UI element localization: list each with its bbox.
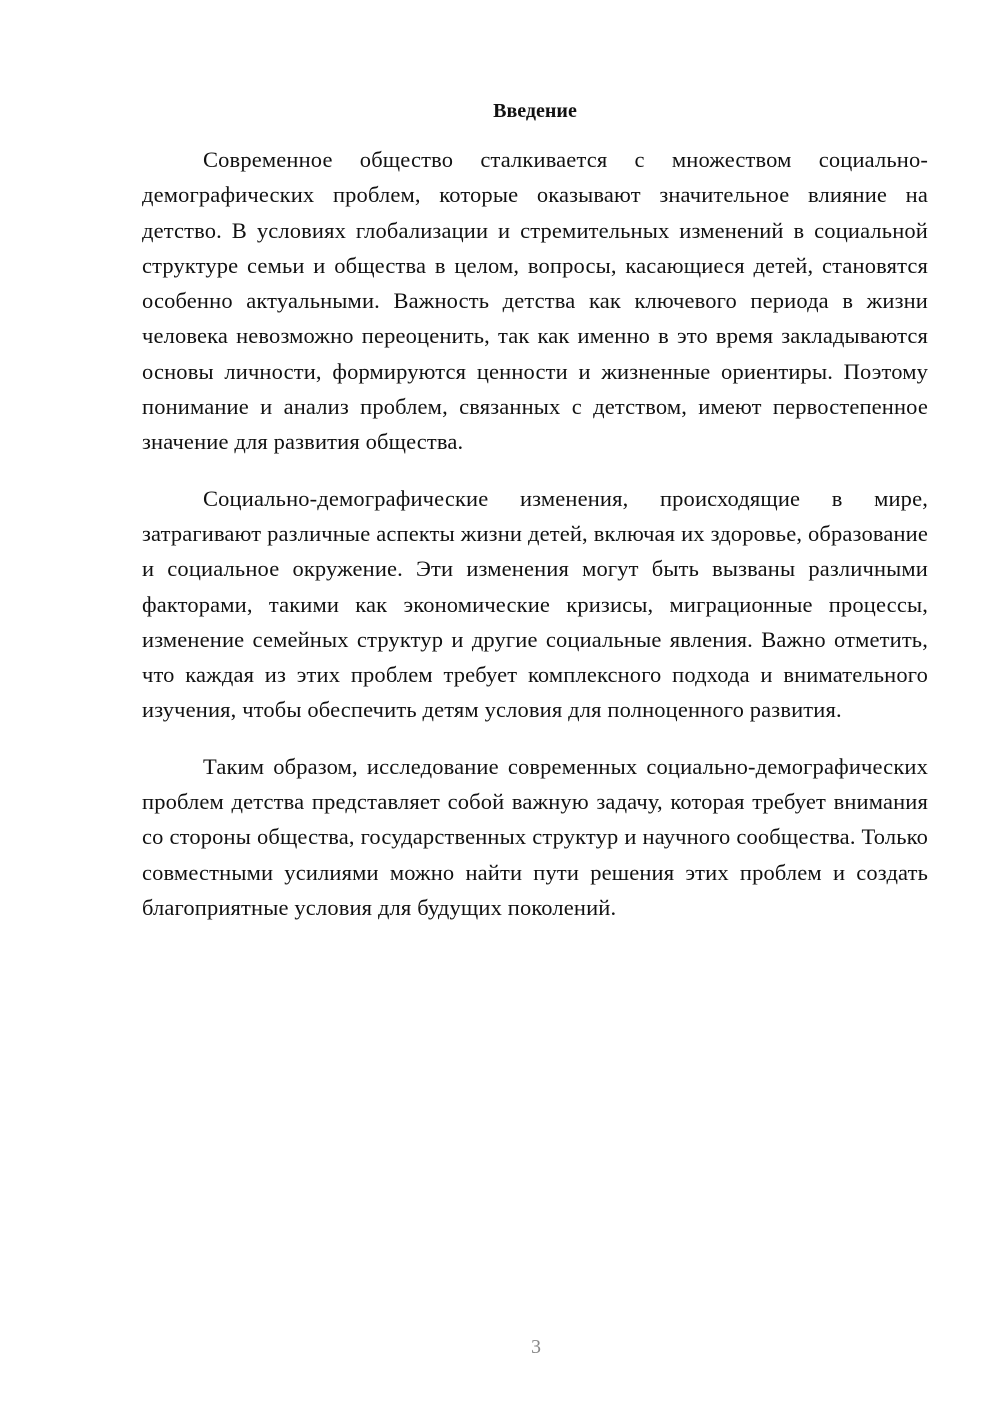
paragraph-2: Социально-демографические изменения, происходящие в мире, затрагивают различные аспекты жизни детей, включая их здоровье, образование и социальное окружение. Эти изменения могут быть вызваны различными факторами, такими как экономические кризисы, миграционные процессы, изменение семейных структур и другие социальные явления. Важно отметить, что каждая из этих проблем требует комплексного подхода и внимательного изучения, чтобы обеспечить детям условия для полноценного развития. (142, 485, 928, 723)
page-number: 3 (531, 1336, 541, 1358)
section-heading: Введение (493, 100, 577, 122)
body-text (142, 142, 928, 925)
paragraph-3: Таким образом, исследование современных социально-демографических проблем детства представляет собой важную задачу, которая требует внимания со стороны общества, государственных структур и научного сообщества. Только совместными усилиями можно найти пути решения этих проблем и создать благоприятные условия для будущих поколений. (142, 753, 928, 920)
paragraph-1: Современное общество сталкивается с множеством социально-демографических проблем, которые оказывают значительное влияние на детство. В условиях глобализации и стремительных изменений в социальной структуре семьи и общества в целом, вопросы, касающиеся детей, становятся особенно актуальными. Важность детства как ключевого периода в жизни человека невозможно переоценить, так как именно в это время закладываются основы личности, формируются ценности и жизненные ориентиры. Поэтому понимание и анализ проблем, связанных с детством, имеют первостепенное значение для развития общества. (142, 147, 928, 455)
